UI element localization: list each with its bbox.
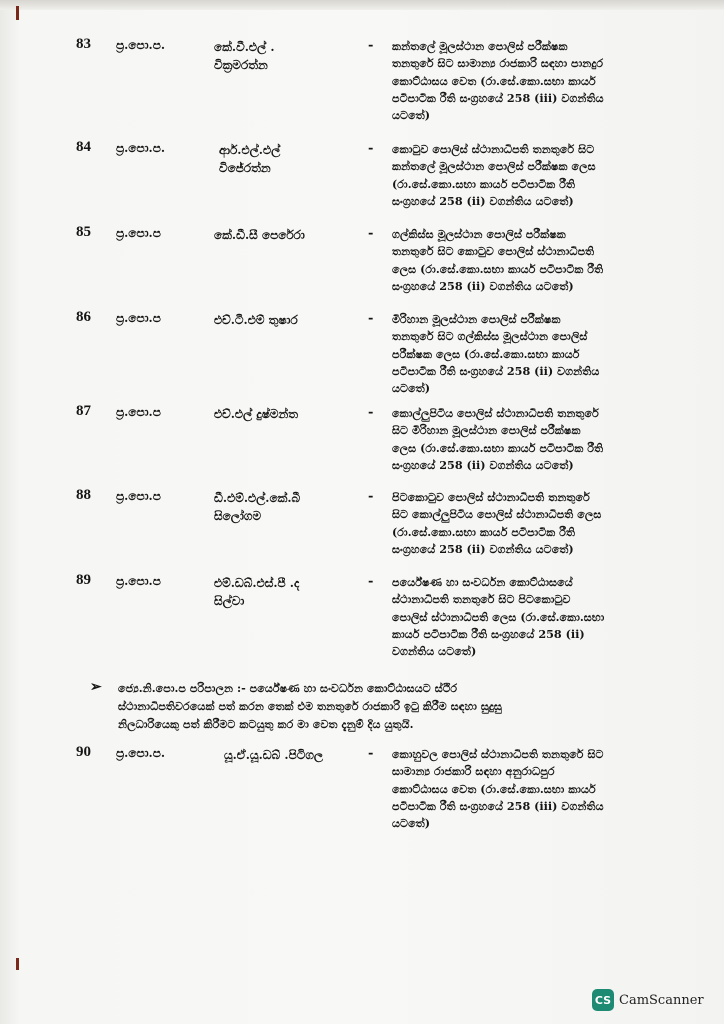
record-officer-name <box>214 405 354 423</box>
desc-line: කොට්ඨාසය වෙත (රා.සේ.කො.සභා කාර්ය <box>392 73 596 88</box>
record-rank: ප්‍ර.පො.ප <box>116 311 161 325</box>
record-number: 86 <box>76 309 91 325</box>
record-description <box>392 311 670 397</box>
record-number: 85 <box>76 224 91 240</box>
record-number: 84 <box>76 139 91 155</box>
name-line: ආර්.එල්.එල් <box>219 143 281 157</box>
record-dash: - <box>368 405 374 420</box>
record-description <box>392 405 670 474</box>
desc-line: යටතේ) <box>392 381 431 396</box>
binding-mark-bottom <box>16 958 19 970</box>
desc-line: සංග්‍රහයේ 258 (ii) වගන්තිය යටතේ) <box>392 193 574 208</box>
desc-line: කොට්ඨාසය වෙත (රා.සේ.කො.සභා කාර්ය <box>392 781 596 796</box>
record-rank: ප්‍ර.පො.ප. <box>116 141 166 155</box>
desc-line: ලෙස (රා.සේ.කො.සභා කාර්ය පටිපාටික රීති <box>392 261 604 276</box>
desc-line: (රා.සේ.කො.සභා කාර්ය පටිපාටික රීති <box>392 176 576 191</box>
camscanner-label: CamScanner <box>619 992 704 1008</box>
name-line: යූ.ඒ.යූ.ඩබ් .පිටිගල <box>224 748 324 762</box>
record-dash: - <box>368 38 374 53</box>
record-officer-name <box>214 311 354 329</box>
record-officer-name <box>214 38 354 74</box>
record-rank: ප්‍ර.පො.ප <box>116 489 161 503</box>
desc-line: සිට කොල්ලුපිටිය පොලිස් ස්ථානාධිපති ලෙස <box>392 507 602 522</box>
name-line: ඩී.එම්.එල්.කේ.බී <box>214 491 301 505</box>
record-description <box>392 746 670 832</box>
desc-line: යටතේ) <box>392 816 431 831</box>
record-rank: ප්‍ර.පො.ප <box>116 405 161 419</box>
desc-line: පටිපාටික රීති සංග්‍රහයේ 258 (iii) වගන්තිය <box>392 798 604 813</box>
name-line: එම්.ඩබ්.එස්.පී .ද <box>214 576 300 590</box>
record-rank: ප්‍ර.පො.ප. <box>116 746 166 760</box>
arrow-bullet-icon: ➢ <box>90 679 102 695</box>
desc-line: කන්තලේ මූලස්ථාන පොලිස් පරීක්ෂක ලෙස <box>392 159 596 174</box>
record-officer-name <box>219 141 359 177</box>
record-number: 89 <box>76 572 91 588</box>
note-line: නිලධාරියෙකු පත් කිරීමට කටයුතු කර මා වෙත දැනුම් දිය යුතුයි. <box>118 717 414 731</box>
desc-line: පොලිස් ස්ථානාධිපති ලෙස (රා.සේ.කො.සභා <box>392 609 605 624</box>
desc-line: පර්යේෂණ හා සංවර්ධන කොට්ඨාසයේ <box>392 575 573 589</box>
record-description <box>392 141 670 210</box>
desc-line: යටතේ) <box>392 108 431 123</box>
camscanner-watermark <box>592 989 704 1011</box>
note-line: ස්ථානාධිපතිවරයෙක් පත් කරන තෙක් එම තනතුරේ රාජකාරි ඉටු කිරීම සඳහා සුදුසු <box>118 699 502 713</box>
record-description <box>392 226 670 295</box>
desc-line: තනතුරේ සිට සාමාන්‍ය රාජකාරි සඳහා පානදුර <box>392 56 604 71</box>
desc-line: සාමාන්‍ය රාජකාරි සඳහා අනුරාධපුර <box>392 764 555 779</box>
desc-line: පරීක්ෂක ලෙස (රා.සේ.කො.සභා කාර්ය <box>392 346 580 361</box>
desc-line: සංග්‍රහයේ 258 (ii) වගන්තිය යටතේ) <box>392 541 574 556</box>
name-line: සිලෝගම <box>214 509 262 523</box>
name-line: එච්.එල් දුෂ්මන්ත <box>214 407 298 421</box>
desc-line: ගල්කිස්ස මූලස්ථාන පොලිස් පරීක්ෂක <box>392 227 566 241</box>
desc-line: කොල්ලුපිටිය පොලිස් ස්ථානාධිපති තනතුරේ <box>392 406 599 420</box>
record-number: 88 <box>76 487 91 503</box>
desc-line: මිරිහාන මූලස්ථාන පොලිස් පරීක්ෂක <box>392 312 561 326</box>
name-line: සිල්වා <box>214 594 245 608</box>
desc-line: සංග්‍රහයේ 258 (ii) වගන්තිය යටතේ) <box>392 457 574 472</box>
name-line: කේ.ඩී.සී පෙරේරා <box>214 228 305 242</box>
desc-line: පටිපාටික රීති සංග්‍රහයේ 258 (ii) වගන්තිය <box>392 363 600 378</box>
note-text <box>118 679 670 733</box>
desc-line: කොහුවල පොලිස් ස්ථානාධිපති තනතුරේ සිට <box>392 747 604 761</box>
name-line: වික්‍රමරත්න <box>214 58 268 72</box>
name-line: එච්.ටී.එම් තුෂාර <box>214 313 298 327</box>
record-dash: - <box>368 746 374 761</box>
desc-line: පටිපාටික රීති සංග්‍රහයේ 258 (iii) වගන්තිය <box>392 90 604 105</box>
name-line: විජේරත්න <box>219 161 271 175</box>
record-number: 87 <box>76 403 91 419</box>
desc-line: තනතුරේ සිට කොටුව පොලිස් ස්ථානාධිපති <box>392 244 595 259</box>
desc-line: කොටුව පොලිස් ස්ථානාධිපති තනතුරේ සිට <box>392 142 595 156</box>
record-number: 83 <box>76 36 91 52</box>
record-dash: - <box>368 574 374 589</box>
record-rank: ප්‍ර.පො.ප <box>116 574 161 588</box>
desc-line: ලෙස (රා.සේ.කො.සභා කාර්ය පටිපාටික රීති <box>392 440 604 455</box>
binding-mark-top <box>16 6 19 20</box>
desc-line: සංග්‍රහයේ 258 (ii) වගන්තිය යටතේ) <box>392 278 574 293</box>
desc-line: (රා.සේ.කො.සභා කාර්ය පටිපාටික රීති <box>392 524 576 539</box>
record-dash: - <box>368 489 374 504</box>
record-rank: ප්‍ර.පො.ප. <box>116 38 166 52</box>
record-description <box>392 38 670 124</box>
record-rank: ප්‍ර.පො.ප <box>116 226 161 240</box>
desc-line: තනතුරේ සිට ගල්කිස්ස මූලස්ථාන පොලිස් <box>392 329 588 344</box>
record-dash: - <box>368 141 374 156</box>
record-dash: - <box>368 311 374 326</box>
note-line: ජ්‍යෙ.නි.පො.ප පරිපාලන :- පර්යේෂණ හා සංවර්ධන කොට්ඨාසයට ස්ථිර <box>118 681 458 695</box>
record-number: 90 <box>76 744 91 760</box>
desc-line: කන්තලේ මූලස්ථාන පොලිස් පරීක්ෂක <box>392 39 568 53</box>
record-dash: - <box>368 226 374 241</box>
desc-line: කාර්ය පටිපාටික රීති සංග්‍රහයේ 258 (ii) <box>392 626 585 641</box>
record-officer-name <box>224 746 364 764</box>
desc-line: ස්ථානාධිපති තනතුරේ සිට පිටකොටුව <box>392 592 571 607</box>
record-officer-name <box>214 489 354 525</box>
record-description <box>392 574 670 660</box>
scan-top-edge <box>0 0 724 10</box>
name-line: කේ.වී.එල් . <box>214 40 275 54</box>
desc-line: පිටකොටුව පොලිස් ස්ථානාධිපති තනතුරේ <box>392 490 590 504</box>
camscanner-logo-icon: CS <box>592 989 614 1011</box>
record-description <box>392 489 670 558</box>
record-officer-name <box>214 574 354 610</box>
record-officer-name <box>214 226 354 244</box>
desc-line: සිට මිරිහාන මූලස්ථාන පොලිස් පරීක්ෂක <box>392 423 581 438</box>
desc-line: වගන්තිය යටතේ) <box>392 644 477 659</box>
